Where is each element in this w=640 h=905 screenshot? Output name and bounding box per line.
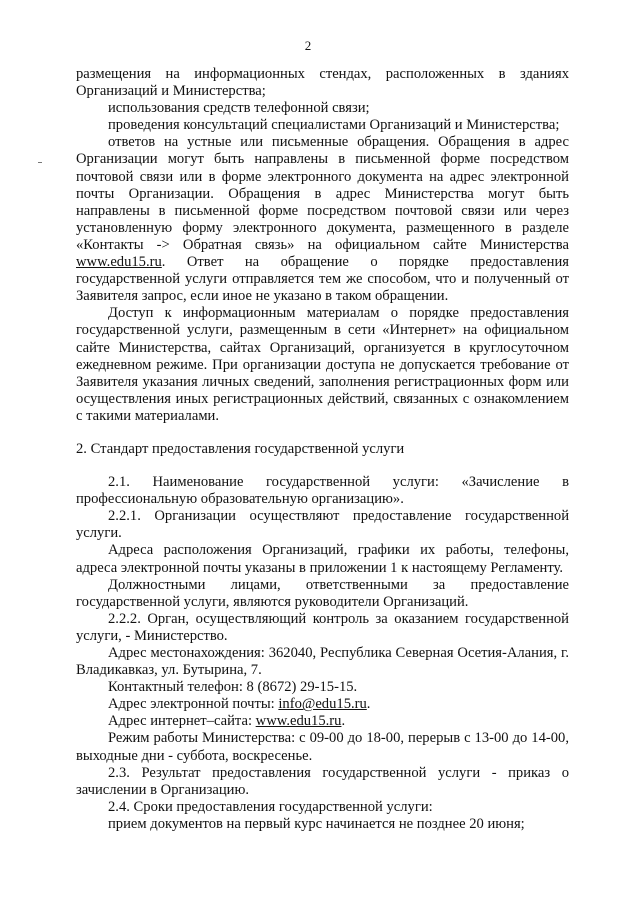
paragraph-contact-phone: Контактный телефон: 8 (8672) 29-15-15.	[108, 679, 358, 696]
website-link[interactable]: www.edu15.ru	[255, 713, 342, 730]
paragraph-appeals	[76, 134, 569, 305]
paragraph-location: Адрес местонахождения: 362040, Республика Северная Осетия-Алания, г. Владикавказ, ул. Бутырина, 7.	[76, 645, 569, 679]
paragraph-addresses: Адреса расположения Организаций, графики их работы, телефоны, адреса электронной почты указаны в приложении 1 к настоящему Регламенту.	[76, 542, 569, 576]
paragraph-2-1: 2.1. Наименование государственной услуги: «Зачисление в профессиональную образовательную организацию».	[76, 474, 569, 508]
email-dot: .	[366, 696, 371, 713]
paragraph-access: Доступ к информационным материалам о порядке предоставления государственной услуги, размещенным в сети «Интернет» на официальном сайте Министерства, сайтах Организаций, организуется в круглосуточном ежедневном режиме. При организации доступа не допускается требование от Заявителя указания личных сведений, заполнения регистрационных форм или осуществления иных регистрационных действий, связанных с ознакомлением с такими материалами.	[76, 305, 569, 424]
paragraph-2-3: 2.3. Результат предоставления государственной услуги - приказ о зачислении в Организацию.	[76, 764, 569, 798]
paragraph-work-hours: Режим работы Министерства: с 09-00 до 18-00, перерыв с 13-00 до 14-00, выходные дни - суббота, воскресенье.	[76, 730, 569, 764]
paragraph-email	[76, 696, 569, 713]
paragraph-phone: использования средств телефонной связи;	[108, 100, 370, 117]
paragraph-stands: размещения на информационных стендах, расположенных в зданиях Организаций и Министерства;	[76, 66, 569, 100]
page-number: 2	[304, 38, 312, 53]
appeals-tail: . Ответ на обращение о порядке предоставления государственной услуги отправляется тем же способом, что и полученный от Заявителя запрос, если иное не указано в таком обращении.	[76, 254, 569, 305]
paragraph-website	[76, 713, 569, 730]
email-link[interactable]: info@edu15.ru	[278, 696, 367, 713]
site-label: Адрес интернет–сайта:	[108, 713, 256, 730]
paragraph-admission-date: прием документов на первый курс начинается не позднее 20 июня;	[108, 815, 525, 832]
paragraph-consultations: проведения консультаций специалистами Организаций и Министерства;	[108, 117, 560, 134]
ministry-site-link[interactable]: www.edu15.ru	[76, 254, 162, 271]
paragraph-officials: Должностными лицами, ответственными за предоставление государственной услуги, являются руководители Организаций.	[76, 576, 569, 610]
paragraph-2-4: 2.4. Сроки предоставления государственной услуги:	[108, 798, 433, 815]
document-body	[76, 66, 569, 833]
email-label: Адрес электронной почты:	[108, 696, 279, 713]
section-heading: 2. Стандарт предоставления государственной услуги	[76, 440, 405, 457]
margin-mark	[38, 162, 42, 163]
appeals-text: ответов на устные или письменные обращения. Обращения в адрес Организации могут быть направлены в письменной форме посредством почтовой связи или в форме электронного документа на адрес электронной почты Организации. Обращения в адрес Министерства могут быть направлены в письменной форме посредством почтовой связи или через установленную форму электронного документа, размещенного в разделе «Контакты -> Обратная связь» на официальном сайте Министерства	[76, 134, 569, 253]
site-dot: .	[341, 713, 346, 730]
paragraph-2-2-2: 2.2.2. Орган, осуществляющий контроль за оказанием государственной услуги, - Министерство.	[76, 610, 569, 644]
paragraph-2-2-1: 2.2.1. Организации осуществляют предоставление государственной услуги.	[76, 508, 569, 542]
